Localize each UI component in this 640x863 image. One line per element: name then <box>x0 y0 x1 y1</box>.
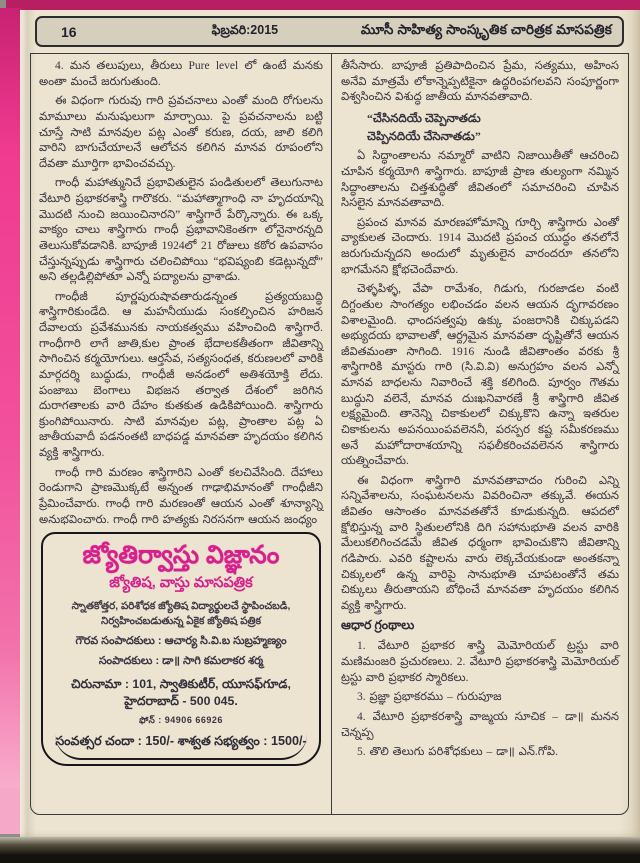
ad-editor: సంపాదకులు : డా॥ సాగి కమలాకర శర్మ <box>98 655 264 668</box>
article-paragraph: గాంధీజీ పూర్ణపురుషావతారుడన్నంత ప్రత్యయబుద్ధి శాస్త్రిగారికుండేది. ఆ మహనీయుడు సంకల్పించిన హరిజన దేవాలయ ప్రవేశమునకు నాయకత్వము వహించింది శాస్త్రిగారే. గాంధీగారి లాగే జాతి,కుల ప్రాంత భేదాలకతీతంగా జీవితాన్ని సాగించిన కర్మయోగులు. ఆర్తసేవ, సత్యసంధత, కరుణలలో వారికి మార్గదర్శి బుద్ధుడు, గాంధీజీ అనడంలో అతిశయోక్తి లేదు. పంజాబు బెంగాలు విభజన తర్వాత దేశంలో జరిగిన దురాగతాలకు వారి దేహం కుతకుత ఉడికిపోయింది. శాస్త్రిగారు క్రుంగిపోయినారు. సాటి మానవుల పట్ల, ప్రాంతాల పట్ల ఏ జాతీయవాదీ పడనంతటి బాధపడ్డ మానవతా హృదయం కలిగిన వ్యక్తి శాస్త్రిగారు. <box>39 290 323 459</box>
verse-quote-line1: “చేసినదియే చెప్పెనాతడు <box>367 110 481 125</box>
reference-item: 1. వేటూరి ప్రభాకర శాస్త్రి మెమోరియల్ ట్రస్టు వారి మణిమంజరి ప్రచురణలు. 2. వేటూరి ప్రభాకరశాస్త్రి మెమోరియల్ ట్రస్టు వారి ప్రభాకర స్మారికలు. <box>341 640 619 684</box>
references-heading: ఆధార గ్రంథాలు <box>341 618 415 633</box>
table-surface-shadow <box>0 837 640 863</box>
verse-quote <box>367 110 619 145</box>
reference-item: 3. ప్రజ్ఞా ప్రభాకరము – గురుపూజ <box>357 691 502 704</box>
article-paragraph: గాంధీ గారి మరణం శాస్త్రిగారిని ఎంతో కలచివేసింది. దేహాలు రెండుగాని ప్రాణమొక్కటే అన్నంత గాఢాభిమానంతో గాంధీజీని ప్రేమించేవారు. గాంధీ గారి మరణంతో ఆయన ఎంతో శూన్యాన్ని అనుభవించారు. గాంధీ గారి హత్యకు నిరసనగా ఆయన జంధ్యం <box>39 466 323 526</box>
article-paragraph: గాంధీ మహాత్మునిచే ప్రభావితులైన పండితులలో తెలుగునాట వేటూరి ప్రభాకరశాస్త్రి గారొకరు. “మహాత్మాగాంధి నా హృదయాన్ని మొదటి నుంచి జయించినారని” శాస్త్రిగారే పేర్కొన్నారు. ఈ ఒక్క వాక్యం చాలు శాస్త్రిగారు గాంధీ ప్రభావానికెంతగా లోనైనారన్నది తెలుసుకోవడానికి. బాపూజీ 1924లో 21 రోజులు కఠోర ఉపవాసం చేస్తున్నప్పుడు శాస్త్రిగారు చలించిపోయి “భవిష్యంబి కడెట్లున్నదో” అని తల్లడిల్లిపోతూ ఎన్నో పద్యాలను వ్రాశాడు. <box>39 177 323 284</box>
reference-item: 5. తొలి తెలుగు పరిశోధకులు – డా॥ ఎన్.గోపి. <box>357 746 558 759</box>
magazine-cover-left-lower-edge <box>0 788 20 834</box>
article-paragraph: ఈ విధంగా శాస్త్రిగారి మానవతావాదం గురించి ఎన్ని సన్నివేశాలను, సంఘటనలను వివరించినా తక్కువే. ఈయన జీవితం ఆసాంతం మానవతతోనే కూడుకున్నది. ఆపదలో క్షోభిస్తున్న వారి స్థితులలోనికి దిగి సహానుభూతి వలన వారికి మేలుకలిగించడమే జీవిత ధర్మంగా భావించుకొని జీవితాన్ని గడిపారు. ఎవరి కష్టాలను వారు లెక్కచేయకుండా అంతకన్నా చిక్కులలో ఉన్న వారిపై సానుభూతి చూపటంతోనే తమ చిక్కులు తీరుతాయని బోధించే మానవతా హృదయం కలిగిన వ్యక్తి శాస్త్రిగారు. <box>341 474 619 612</box>
reference-item: 4. వేటూరి ప్రభాకరశాస్త్రి వాఙ్మయ సూచిక – డా॥ మనన చెన్నప్ప <box>341 710 619 739</box>
page-sheet <box>20 10 640 840</box>
article-paragraph: ఈ విధంగా గురువు గారి ప్రవచనాలు ఎంతో మంది రోగులను మామూలు మనుషులుగా మార్చాయి. పై ప్రవచనాలను బట్టి చూస్తే సాటి మానవుల పట్ల ఎంతో కరుణ, దయ, జాలి కలిగి వారిని బాగుచేయాలనే ఆలోచన కలిగిన మానవ రూపంలోని దేవతా మూర్తిగా భావించవచ్చు. <box>39 95 323 170</box>
issue-date: ఫిబ్రవరి:2015 <box>211 22 279 37</box>
ad-honorary-editor: గౌరవ సంపాదకులు : ఆచార్య సి.వి.బ సుబ్రహ్మణ్యం <box>75 635 287 648</box>
left-column <box>31 54 332 814</box>
ad-subtitle: జ్యోతిష, వాస్తు మాసపత్రిక <box>109 575 253 592</box>
article-text-block <box>30 53 629 815</box>
page-header-bar <box>35 16 624 47</box>
ad-title: జ్యోతిర్వాస్తు విజ్ఞానం <box>82 541 280 570</box>
article-paragraph: ప్రపంచ మానవ మారణహోమాన్ని గూర్చి శాస్త్రిగారు ఎంతో వ్యాకులత చెందారు. 1914 మొదటి ప్రపంచ యుద్ధం తనలోనే జరుగుచున్నదని అందులో మృతులైన వారందరూ తనలోని భాగమేనని క్షోభచెందేవారు. <box>341 216 619 276</box>
advertisement-box <box>41 532 321 766</box>
ad-phone: ఫోన్ : 94906 66926 <box>139 714 223 725</box>
ad-subscription-fee: సంవత్సర చందా : 150/- శాశ్వత సభ్యత్వం : 1500/- <box>55 734 307 760</box>
ad-address-line1: చిరునామా : 101, స్వాతికుటీర్, యూసఫ్‌గూడ, <box>71 677 291 692</box>
ad-address-line2: హైదరాబాద్ - 500 045. <box>124 694 238 709</box>
article-paragraph: 4. మన తలుపులు, తీరులు Pure level లో ఉంటే మనకు అంతా మంచే జరుగుతుంది. <box>39 60 323 88</box>
article-paragraph: చెళ్ళపిళ్ళ, వేపా రామేశం, గిడుగు, గురజాడల వంటి దిగ్దంతుల సాంగత్యం లభించడం వలన ఆయన దృగావరణం విశాలమైంది. ఛాందసత్వపు ఉక్కు పంజరానికి చిక్కుపడని అభ్యుదయ భావాలతో, ఆర్ద్రమైన మానవతా దృష్టితోనే ఆయన జీవితమంతా సాగింది. 1916 నుండి జీవితాంతం వరకు శ్రీ శాస్త్రిగారికి మాస్టరు గారి (సి.వి.వి) అనుగ్రహం వలన ఎన్నో మానవ బాధలను నివారించే శక్తి కలిగింది. పూర్వం గౌతమ బుద్ధుని వలెనే, మానవ దుఃఖనివారణే శ్రీ శాస్త్రిగారి జీవిత లక్ష్యమైంది. తానెన్ని చికాకులలో చిక్కుకొని ఉన్నా ఇతరుల చికాకులను అపనయింపవలెననీ, పరస్పర కష్ట సమీకరణము అనే మహోదారాశయాన్ని సఫలీకరించవలెనన శాస్త్రిగారు యత్నించేవారు. <box>341 283 619 468</box>
ad-tagline-line2: నిర్వహించబడుతున్న ఏకైక జ్యోతిష పత్రిక <box>101 616 261 628</box>
verse-quote-line2: చెప్పినదియే చేసెనాతడు” <box>367 128 481 143</box>
right-column <box>332 54 628 814</box>
ad-tagline <box>49 600 313 630</box>
magazine-title: మూసీ సాహిత్య సాంస్కృతిక చారిత్రక మాసపత్రిక <box>360 22 612 37</box>
page-number: 16 <box>61 23 77 40</box>
ad-address <box>49 676 313 710</box>
ad-tagline-line1: స్నాతకోత్తర, పరిశోధక జ్యోతిష విద్యార్థులచే స్థాపించబడి, <box>71 601 291 613</box>
article-paragraph: తీసేసారు. బాపూజీ ప్రతిపాదించిన ప్రేమ, సత్యము, అహింస అనేవి మాత్రమే లోకాన్నెప్పటికైనా ఉద్ధరింపగలవని సంపూర్ణంగా విశ్వసించిన విశుద్ధ జాతీయ మానవతావాది. <box>341 60 619 104</box>
magazine-cover-left-edge <box>0 8 22 790</box>
article-paragraph: ఏ సిద్ధాంతాలను నమ్మారో వాటిని నిజాయితీతో ఆచరించి చూపిన కర్మయోగి శాస్త్రిగారు. బాపూజీ ప్రాణ తుల్యంగా నమ్మిన సిద్ధాంతాలను చిత్తశుద్ధితో జీవితంలో సమాచరించి చూపిన సిసలైన మానవతావాది. <box>341 150 619 210</box>
